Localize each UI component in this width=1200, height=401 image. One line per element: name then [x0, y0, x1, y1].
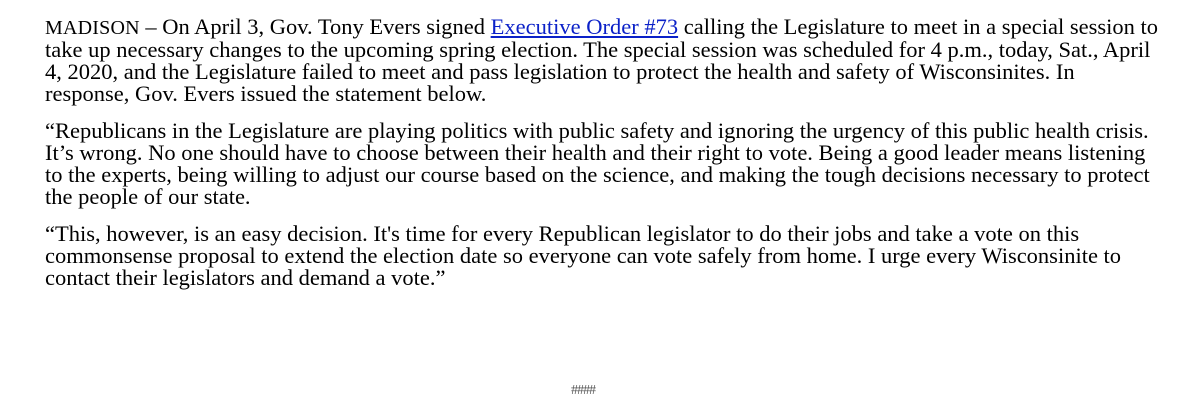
intro-text-after-link: calling the Legislature to meet in a special session to take up necessary changes to the upcoming spring election. The special session was scheduled for 4 p.m., today, Sat., April 4, 2020, and the Legislature failed to meet and pass legislation to protect the health and safety of Wisconsinites. In response, Gov. Evers issued the statement below.	[45, 14, 1158, 106]
intro-paragraph	[45, 16, 1160, 105]
dateline: MADISON	[45, 17, 140, 39]
executive-order-link[interactable]: Executive Order #73	[490, 14, 679, 39]
dateline-dash: –	[139, 14, 163, 39]
statement-paragraph-1: “Republicans in the Legislature are playing politics with public safety and ignoring the urgency of this public health crisis. It’s wrong. No one should have to choose between their health and their right to vote. Being a good leader means listening to the experts, being willing to adjust our course based on the science, and making the tough decisions necessary to protect the people of our state.	[45, 118, 1150, 209]
statement-paragraph-2: “This, however, is an easy decision. It's time for every Republican legislator to do their jobs and take a vote on this commonsense proposal to extend the election date so everyone can vote safely from home. I urge every Wisconsinite to contact their legislators and demand a vote.”	[45, 221, 1122, 290]
end-of-release-mark: ####	[571, 383, 595, 398]
intro-text-before-link: On April 3, Gov. Tony Evers signed	[162, 14, 491, 39]
